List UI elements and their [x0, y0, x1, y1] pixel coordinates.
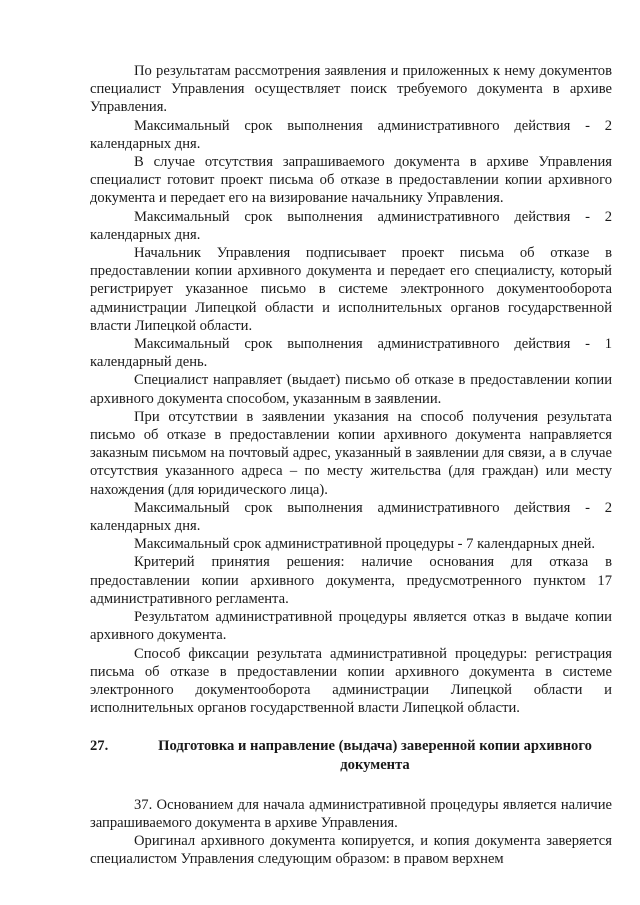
paragraph-deadline: Максимальный срок выполнения административного действия - 1 календарный день. [90, 336, 612, 371]
paragraph-procedure-result: Результатом административной процедуры является отказ в выдаче копии архивного документа. [90, 609, 612, 644]
paragraph-procedure-basis: 37. Основанием для начала административной процедуры является наличие запрашиваемого документа в архиве Управления. [90, 796, 612, 831]
paragraph-specialist-sends: Специалист направляет (выдает) письмо об отказе в предоставлении копии архивного документа способом, указанным в заявлении. [90, 372, 612, 407]
paragraph-deadline: Максимальный срок выполнения административного действия - 2 календарных дня. [90, 208, 612, 243]
section-heading [90, 737, 612, 773]
paragraph-result-fixation: Способ фиксации результата административной процедуры: регистрация письма об отказе в предоставлении копии архивного документа в системе электронного документооборота администрации Липецкой области и исполнительных органов государственной власти Липецкой области. [90, 645, 612, 717]
paragraph-copy-certification: Оригинал архивного документа копируется, и копия документа заверяется специалистом Управления следующим образом: в правом верхнем [90, 833, 612, 868]
paragraph-deadline: Максимальный срок выполнения административного действия - 2 календарных дня. [90, 499, 612, 535]
document-page [90, 62, 612, 869]
paragraph-head-signs: Начальник Управления подписывает проект письма об отказе в предоставлении копии архивного документа и передает его специалисту, который регистрирует указанное письмо в системе электронного документооборота администрации Липецкой области и исполнительных органов государственной власти Липецкой области. [90, 245, 612, 334]
paragraph-absence-case: В случае отсутствия запрашиваемого документа в архиве Управления специалист готовит проект письма об отказе в предоставлении копии архивного документа и передает его на визирование начальнику Управления. [90, 154, 612, 207]
paragraph-search-result: По результатам рассмотрения заявления и приложенных к нему документов специалист Управления осуществляет поиск требуемого документа в архиве Управления. [90, 63, 612, 116]
paragraph-delivery-method: При отсутствии в заявлении указания на способ получения результата письмо об отказе в предоставлении копии архивного документа направляется заказным письмом на почтовый адрес, указанный в заявлении для связи, а в случае отсутствия указанного адреса – по месту жительства (для граждан) или месту нахождения (для юридического лица). [90, 408, 612, 498]
paragraph-deadline: Максимальный срок выполнения административного действия - 2 календарных дня. [90, 117, 612, 152]
section-title: Подготовка и направление (выдача) заверенной копии архивного документа [158, 738, 592, 773]
section-number: 27. [90, 738, 109, 755]
paragraph-procedure-deadline: Максимальный срок административной процедуры - 7 календарных дней. [134, 536, 596, 553]
paragraph-decision-criterion: Критерий принятия решения: наличие основания для отказа в предоставлении копии архивного документа, предусмотренного пунктом 17 административного регламента. [90, 554, 612, 607]
